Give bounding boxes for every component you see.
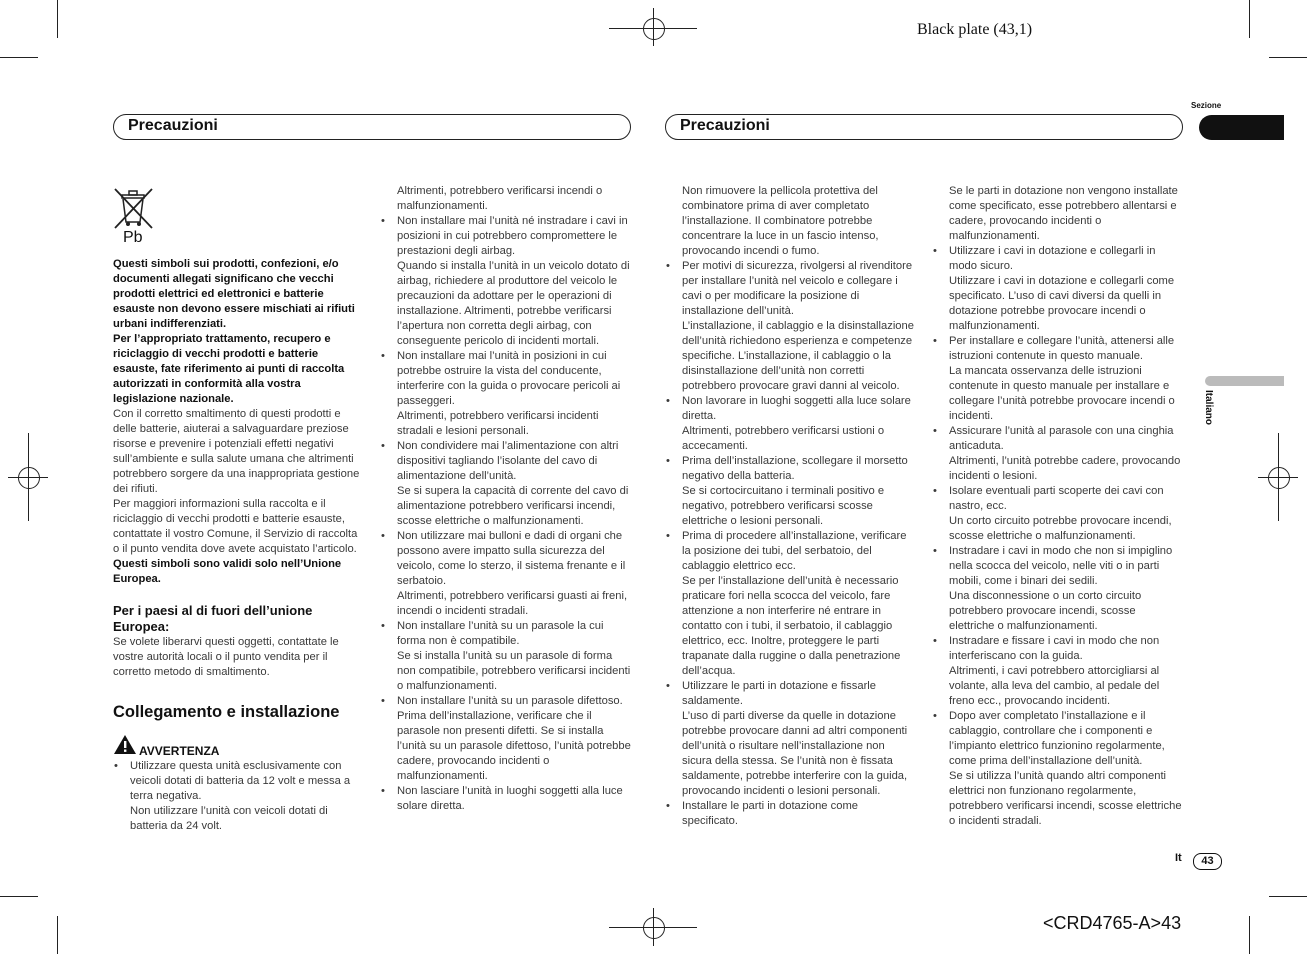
list-item <box>113 759 365 834</box>
list-item-text: • Prima dell’installazione, scollegare il morsetto negativo della batteria. <box>682 455 908 482</box>
list-item-text: Quando si installa l’unità in un veicolo dotato di airbag, richiedere al produttore del veicolo le precauzioni da adottare per le operazioni di installazione. Altrimenti, potrebbe verificarsi l’apertura non corretta degli airbag, con conseguente pericolo di incidenti mortali. <box>397 260 630 347</box>
list-item-text: • Non installare l’unità su un parasole difettoso. <box>397 695 623 707</box>
column-3 <box>665 184 917 829</box>
list-item-text: Altrimenti, potrebbero verificarsi guasti ai freni, incendi o incidenti stradali. <box>397 590 628 617</box>
list-item-text: • Non utilizzare mai bulloni e dadi di organi che possono avere impatto sulla sicurezza del veicolo, come lo sterzo, il sistema frenante e il serbatoio. <box>397 530 626 587</box>
list-item <box>380 214 632 349</box>
bold-paragraph: Questi simboli sono validi solo nell’Unione Europea. <box>113 558 342 585</box>
list-item-text: • Utilizzare questa unità esclusivamente con veicoli dotati di batteria da 12 volt e messa a terra negativa. <box>130 760 351 802</box>
list-item <box>932 334 1184 424</box>
list-item <box>665 529 917 679</box>
list-item-text: Se per l’installazione dell’unità è necessario praticare fori nella scocca del veicolo, fare attenzione a non interferire né entrare in contatto con i tubi, il serbatoio, il cablaggio elettrico, ecc. Inoltre, proteggere le parti trapanate dalla ruggine o dalla penetrazione dell’acqua. <box>682 575 901 677</box>
list-item-text: Altrimenti, potrebbero verificarsi ustioni o accecamenti. <box>682 425 885 452</box>
bullet-list <box>113 759 365 834</box>
list-item <box>932 709 1184 829</box>
list-item <box>932 544 1184 634</box>
list-item-text: • Utilizzare le parti in dotazione e fissarle saldamente. <box>682 680 877 707</box>
list-item-text: • Non condividere mai l’alimentazione con altri dispositivi tagliando l’isolante del cavo di alimentazione dell’unità. <box>397 440 619 482</box>
list-item-text: Altrimenti, l’unità potrebbe cadere, provocando incidenti o lesioni. <box>949 455 1181 482</box>
list-item-text: • Prima di procedere all’installazione, verificare la posizione dei tubi, del serbatoio, del cablaggio elettrico ecc. <box>682 530 907 572</box>
plate-label: Black plate (43,1) <box>917 21 1033 38</box>
column-2 <box>380 184 632 814</box>
subheading: Per i paesi al di fuori dell’unione Europea: <box>113 603 313 634</box>
section-header-left <box>113 114 631 140</box>
list-item <box>665 394 917 454</box>
page-language: It <box>1175 852 1182 864</box>
list-item <box>932 634 1184 709</box>
list-item-text: • Utilizzare i cavi in dotazione e collegarli in modo sicuro. <box>949 245 1156 272</box>
header-title: Precauzioni <box>128 117 218 134</box>
list-item-text: Una disconnessione o un corto circuito potrebbero provocare incendi, scosse elettriche o malfunzionamenti. <box>949 590 1142 632</box>
list-item-text: L’installazione, il cablaggio e la disinstallazione dell’unità richiedono esperienza e competenze specifiche. L’installazione, il cablaggio o la disinstallazione dell’unità non corretti potrebbero provocare gravi danni al veicolo. <box>682 320 914 392</box>
list-item-text: Utilizzare i cavi in dotazione e collegarli come specificato. L’uso di cavi diversi da quelli in dotazione potrebbe provocare incendi o malfunzionamenti. <box>949 275 1175 332</box>
warning-label: AVVERTENZA <box>139 744 220 758</box>
header-title: Precauzioni <box>680 117 770 134</box>
section-heading: Collegamento e installazione <box>113 703 340 721</box>
list-item <box>380 619 632 694</box>
warning-heading <box>113 734 365 759</box>
list-item-text: Se si utilizza l’unità quando altri componenti elettrici non funzionano regolarmente, potrebbero verificarsi incendi, scosse elettriche o incidenti stradali. <box>949 770 1182 827</box>
list-item-text: • Assicurare l’unità al parasole con una cinghia anticaduta. <box>949 425 1174 452</box>
list-item-text: • Instradare i cavi in modo che non si impiglino nella scocca del veicolo, nelle viti o in parti mobili, come i binari dei sedili. <box>949 545 1173 587</box>
section-label: Sezione <box>1191 101 1222 110</box>
list-item <box>665 679 917 799</box>
list-item <box>932 244 1184 334</box>
list-item-text: • Per installare e collegare l’unità, attenersi alle istruzioni contenute in questo manuale. <box>949 335 1175 362</box>
list-item-text: • Installare le parti in dotazione come specificato. <box>682 800 858 827</box>
list-item-text: L’uso di parti diverse da quelle in dotazione potrebbe provocare danni ad altri componenti dell’unità o risultare nell’installazione non sicura della stessa. Se l’unità non è fissata saldamente, potrebbe interferire con la guida, provocando incidenti o lesioni personali. <box>682 710 908 797</box>
list-item-text: • Dopo aver completato l’installazione e il cablaggio, controllare che i componenti e l’impianto elettrico funzionino regolarmente, come prima dell’installazione dell’unità. <box>949 710 1165 767</box>
language-label: Italiano <box>1203 390 1214 426</box>
section-tab <box>1199 115 1284 140</box>
list-item-text: Altrimenti, i cavi potrebbero attorcigliarsi al volante, alla leva del cambio, al pedale del freno ecc., provocando incidenti. <box>949 665 1160 707</box>
list-item-text: • Non installare mai l’unità in posizioni in cui potrebbe ostruire la vista del conducente, interferire con la guida o provocare pericoli ai passeggeri. <box>397 350 621 407</box>
list-item <box>665 799 917 829</box>
warning-icon <box>113 734 137 759</box>
list-item <box>380 784 632 814</box>
list-item-text: La mancata osservanza delle istruzioni contenute in questo manuale per installare e collegare l’unità potrebbe provocare incendi o incidenti. <box>949 365 1175 422</box>
language-tab <box>1205 376 1284 386</box>
list-item-text: Non utilizzare l’unità con veicoli dotati di batteria da 24 volt. <box>130 805 328 832</box>
list-item <box>665 454 917 529</box>
list-item-text: • Instradare e fissare i cavi in modo che non interferiscano con la guida. <box>949 635 1160 662</box>
bold-paragraph: Questi simboli sui prodotti, confezioni, e/o documenti allegati significano che vecchi prodotti elettrici ed elettronici e batterie esauste non devono essere mischiati ai rifiuti urbani indifferenziati. <box>113 258 355 330</box>
list-item <box>380 694 632 784</box>
bullet-list <box>380 214 632 814</box>
bullet-list <box>932 244 1184 829</box>
page-number: 43 <box>1193 853 1222 870</box>
paragraph: Per maggiori informazioni sulla raccolta e il riciclaggio di vecchi prodotti e batterie esauste, contattate il vostro Comune, il Servizio di raccolta o il punto vendita dove avete acquistato l’articolo. <box>113 498 358 555</box>
list-item-text: • Non installare l’unità su un parasole la cui forma non è compatibile. <box>397 620 604 647</box>
document-code: <CRD4765-A>43 <box>1043 913 1182 933</box>
list-item <box>932 484 1184 544</box>
paragraph: Non rimuovere la pellicola protettiva del combinatore prima di aver completato l’installazione. Il combinatore potrebbe concentrare la luce in un fascio intenso, provocando incendi o fumo. <box>682 185 879 257</box>
paragraph: Se le parti in dotazione non vengono installate come specificato, esse potrebbero allentarsi e cadere, provocando incidenti o malfunzionamenti. <box>949 185 1178 242</box>
list-item-text: • Isolare eventuali parti scoperte dei cavi con nastro, ecc. <box>949 485 1164 512</box>
column-4 <box>932 184 1184 829</box>
paragraph: Altrimenti, potrebbero verificarsi incendi o malfunzionamenti. <box>397 185 603 212</box>
list-item <box>380 349 632 439</box>
list-item-text: Se si supera la capacità di corrente del cavo di alimentazione potrebbero verificarsi incendi, scosse elettriche o malfunzionamenti. <box>397 485 629 527</box>
section-header-right <box>665 114 1183 140</box>
list-item-text: Se si installa l’unità su un parasole di forma non compatibile, potrebbero verificarsi incidenti o malfunzionamenti. <box>397 650 631 692</box>
list-item <box>665 259 917 394</box>
bullet-list <box>665 259 917 829</box>
list-item-text: • Non lavorare in luoghi soggetti alla luce solare diretta. <box>682 395 911 422</box>
list-item <box>932 424 1184 484</box>
list-item <box>380 529 632 619</box>
bold-paragraph: Per l’appropriato trattamento, recupero e riciclaggio di vecchi prodotti e batterie esauste, fate riferimento ai punti di raccolta autorizzati in conformità alla vostra legislazione nazionale. <box>113 333 345 405</box>
list-item-text: Un corto circuito potrebbe provocare incendi, scosse elettriche o malfunzionamenti. <box>949 515 1172 542</box>
list-item-text: • Non installare mai l’unità né instradare i cavi in posizioni in cui potrebbero compromettere le prestazioni degli airbag. <box>397 215 628 257</box>
paragraph: Con il corretto smaltimento di questi prodotti e delle batterie, aiuterai a salvaguardare preziose risorse e prevenire i potenziali effetti negativi sull’ambiente e sulla salute umana che altrimenti potrebbero sorgere da una inappropriata gestione dei rifiuti. <box>113 408 360 495</box>
list-item-text: Se si cortocircuitano i terminali positivo e negativo, potrebbero verificarsi scosse elettriche o lesioni personali. <box>682 485 885 527</box>
list-item-text: Prima dell’installazione, verificare che il parasole non presenti difetti. Se si installa l’unità su un parasole difettoso, l’unità potrebbe cadere, provocando incidenti o malfunzionamenti. <box>397 710 631 782</box>
list-item <box>380 439 632 529</box>
list-item-text: • Non lasciare l’unità in luoghi soggetti alla luce solare diretta. <box>397 785 623 812</box>
list-item-text: • Per motivi di sicurezza, rivolgersi al rivenditore per installare l’unità nel veicolo e collegare i cavi o per modificare la posizione di installazione dell’unità. <box>682 260 913 317</box>
paragraph: Se volete liberarvi questi oggetti, contattate le vostre autorità locali o il punto vendita per il corretto metodo di smaltimento. <box>113 636 339 678</box>
list-item-text: Altrimenti, potrebbero verificarsi incidenti stradali e lesioni personali. <box>397 410 599 437</box>
column-1 <box>113 257 365 834</box>
pb-label: Pb <box>123 229 143 246</box>
